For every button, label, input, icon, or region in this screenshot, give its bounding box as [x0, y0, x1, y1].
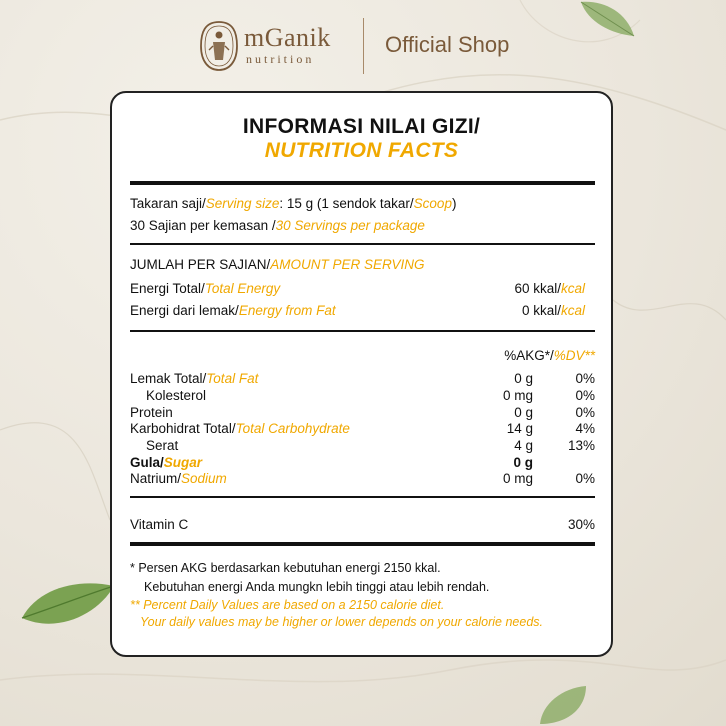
nutrient-row-sugar	[130, 455, 202, 470]
energy-total-row	[130, 281, 280, 296]
energy-fat-label-id: Energi dari lemak/	[130, 303, 239, 318]
energy-fat-label-en: Energy from Fat	[238, 303, 336, 318]
nutrient-label-en: Total Fat	[206, 371, 259, 386]
nutrient-dv: 4%	[575, 421, 595, 436]
servings-id: 30 Sajian per kemasan /	[130, 218, 276, 233]
energy-total-label-en: Total Energy	[204, 281, 281, 296]
brand-sub: nutrition	[246, 52, 315, 66]
nutrient-label-id: Natrium/	[130, 471, 182, 486]
brand-name: mGanik	[244, 23, 331, 52]
energy-fat-unit: kcal	[560, 303, 585, 318]
nutrient-amount: 0 g	[513, 455, 533, 470]
footnote-dv-2: Your daily values may be higher or lower depends on your calorie needs.	[140, 615, 544, 629]
brand-logo	[244, 24, 331, 66]
nutrient-dv: 0%	[575, 388, 595, 403]
nutrient-label-id: Lemak Total/	[130, 371, 207, 386]
nutrient-label-id: Serat	[146, 438, 179, 453]
nutrient-row-sodium	[130, 471, 227, 486]
brand-header	[0, 14, 726, 78]
nutrient-label-en: Total Carbohydrate	[235, 421, 350, 436]
nutrient-dv: 0%	[575, 405, 595, 420]
divider-thin	[130, 496, 595, 498]
amount-header-en: AMOUNT PER SERVING	[270, 257, 425, 272]
nutrient-label-id: Protein	[130, 405, 173, 420]
vitamin-c-dv: 30%	[567, 517, 595, 532]
nutrient-amount: 14 g	[506, 421, 533, 436]
logo-seal-icon	[199, 20, 239, 72]
footnote-akg-2: Kebutuhan energi Anda mungkn lebih tinggi atau lebih rendah.	[144, 580, 490, 594]
energy-fat-value	[522, 303, 585, 318]
nutrient-row-carbohydrate	[130, 421, 350, 436]
energy-fat-amount: 0 kkal/	[521, 303, 561, 318]
serving-size-value: : 15 g (1 sendok takar/	[279, 196, 414, 211]
energy-total-unit: kcal	[560, 281, 585, 296]
serving-size-close: )	[451, 196, 457, 211]
leaf-icon	[18, 578, 118, 638]
nutrient-label-en: Sugar	[163, 455, 203, 470]
nutrient-label-id: Kolesterol	[146, 388, 207, 403]
nutrient-amount: 0 g	[514, 371, 533, 386]
footnote-dv-1: ** Percent Daily Values are based on a 2150 calorie diet.	[130, 598, 445, 612]
nutrient-row-protein	[130, 405, 173, 420]
energy-fat-row	[130, 303, 336, 318]
footnote-akg-1: * Persen AKG berdasarkan kebutuhan energi 2150 kkal.	[130, 561, 441, 575]
servings-per-package-row	[130, 218, 425, 233]
nutrient-amount: 0 mg	[502, 471, 533, 486]
serving-size-label-en: Serving size	[205, 196, 280, 211]
title-id: INFORMASI NILAI GIZI/	[242, 115, 481, 138]
energy-total-label-id: Energi Total/	[130, 281, 205, 296]
serving-size-row	[130, 196, 456, 211]
dv-header-en: %DV**	[553, 348, 595, 363]
nutrient-dv: 13%	[567, 438, 595, 453]
amount-header	[130, 257, 425, 272]
divider-thick	[130, 181, 595, 185]
nutrient-row-cholesterol	[146, 388, 206, 403]
official-shop-label: Official Shop	[385, 32, 510, 57]
servings-en: 30 Servings per package	[275, 218, 425, 233]
nutrition-facts-card	[110, 91, 613, 657]
amount-header-id: JUMLAH PER SAJIAN/	[130, 257, 271, 272]
nutrient-amount: 0 mg	[502, 388, 533, 403]
nutrient-dv: 0%	[575, 371, 595, 386]
nutrient-label-en: Sodium	[181, 471, 227, 486]
dv-header-id: %AKG*/	[504, 348, 554, 363]
vitamin-c-label: Vitamin C	[130, 517, 189, 532]
dv-header	[504, 348, 595, 363]
nutrient-amount: 0 g	[514, 405, 533, 420]
nutrient-dv: 0%	[575, 471, 595, 486]
serving-size-label-id: Takaran saji/	[130, 196, 206, 211]
divider-thin	[130, 330, 595, 332]
energy-total-value	[514, 281, 585, 296]
divider-thick	[130, 542, 595, 546]
divider-thin	[130, 243, 595, 245]
header-divider	[363, 18, 364, 74]
nutrient-label-id: Karbohidrat Total/	[130, 421, 236, 436]
serving-size-value-en: Scoop	[413, 196, 452, 211]
nutrient-row-total-fat	[130, 371, 258, 386]
leaf-icon	[534, 684, 594, 726]
energy-total-amount: 60 kkal/	[514, 281, 561, 296]
nutrient-amount: 4 g	[514, 438, 533, 453]
nutrient-label-id: Gula/	[130, 455, 164, 470]
nutrient-row-fiber	[146, 438, 178, 453]
title-en: NUTRITION FACTS	[264, 139, 459, 162]
